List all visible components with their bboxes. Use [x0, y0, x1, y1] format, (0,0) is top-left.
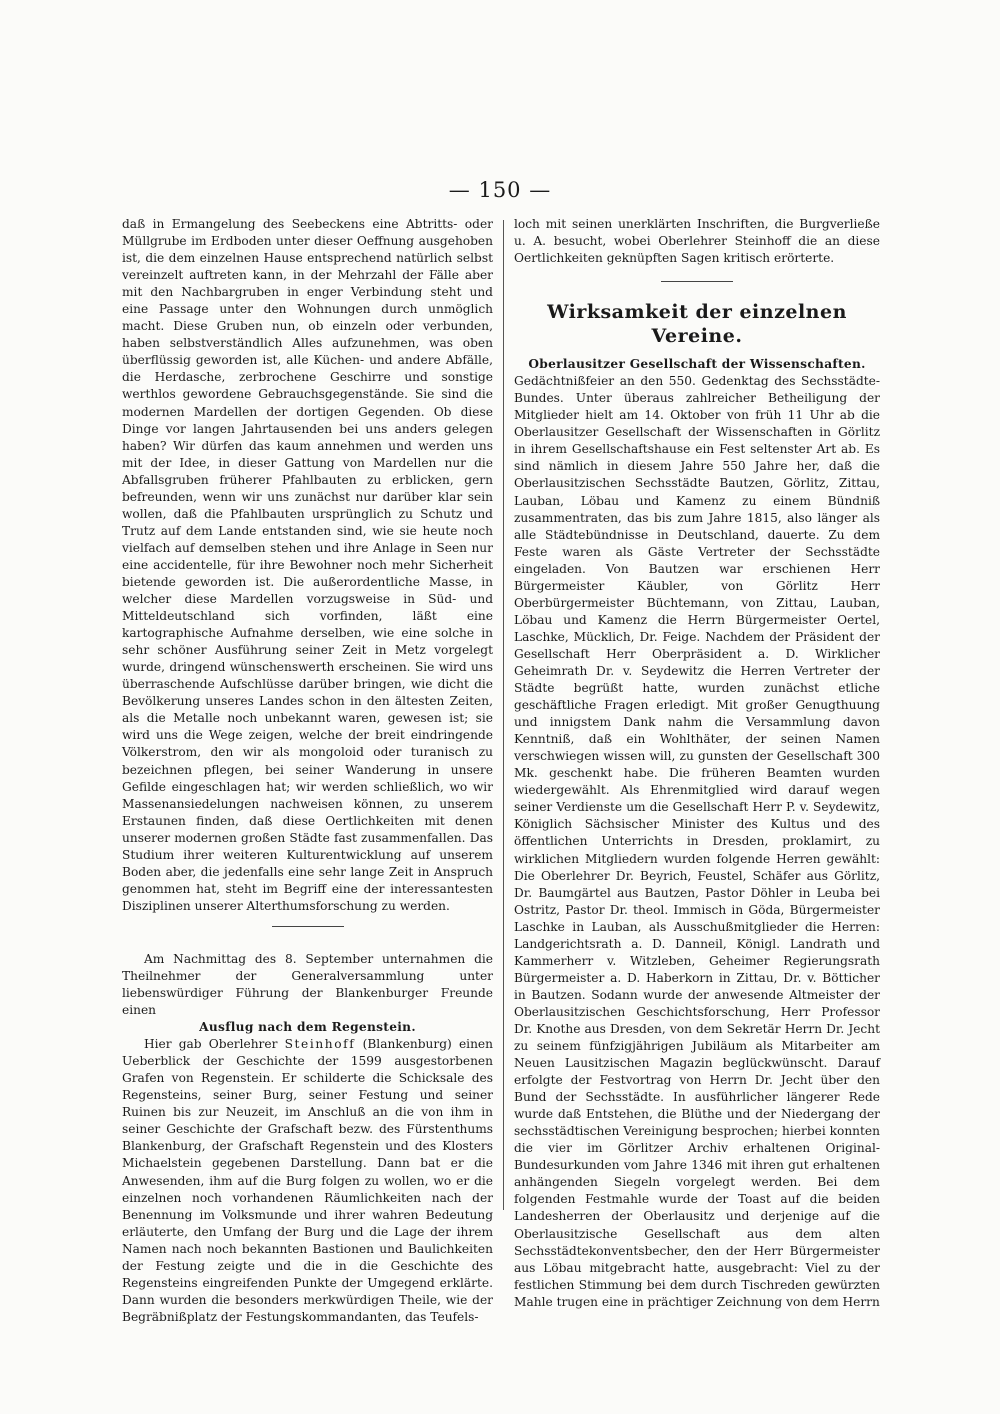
- section-title: Wirksamkeit der einzelnen Vereine.: [547, 301, 847, 348]
- section-divider: [661, 281, 733, 282]
- right-column: [514, 216, 880, 1311]
- left-paragraph-regenstein: [122, 1036, 493, 1326]
- text-run: (Blankenburg) einen Ueberblick der Geschichte der 1599 ausgestorbenen Grafen von Regenstein. Er schilderte die Schicksale des Regensteins, seiner Burg, seiner Festung und seiner Ruinen bis zur Neuzeit, im Anschluß an die von ihm in seiner Geschichte der Grafschaft bezw. des Fürstenthums Blankenburg, der Grafschaft Regenstein und des Klosters Michaelstein gegebenen Darstellung. Dann bat er die Anwesenden, ihm auf die Burg folgen zu wollen, wo er die einzelnen noch vorhandenen Räumlichkeiten nach der Benennung im Volksmunde und ihrer wahren Bedeutung erläuterte, den Umfang der Burg und die Lage der ihrem Namen nach noch bekannten Bastionen und Baulichkeiten der Festung zeigte und die in die Geschichte des Regensteins eingreifenden Punkte der Umgegend erklärte. Dann wurden die besonders merkwürdigen Theile, wie der Begräbnißplatz der Festungskommandanten, das Teufels-: [122, 1037, 493, 1324]
- column-rule: [503, 220, 504, 1210]
- left-column: [122, 216, 493, 1326]
- society-heading: Oberlausitzer Gesellschaft der Wissenschaften.: [528, 357, 866, 372]
- left-paragraph-excursion-intro: Am Nachmittag des 8. September unternahmen die Theilnehmer der Generalversammlung unter liebenswürdiger Führung der Blankenburger Freunde einen: [122, 951, 493, 1018]
- right-paragraph-sechsstaedte: Gedächtnißfeier an den 550. Gedenktag des Sechsstädte-Bundes. Unter überaus zahlreicher Betheiligung der Mitglieder hielt am 14. Oktober von früh 11 Uhr ab die Oberlausitzer Gesellschaft der Wissenschaften in Görlitz in ihrem Gesellschaftshause ein Fest seltenster Art ab. Es sind nämlich in diesem Jahre 550 Jahre her, daß die Oberlausitzischen Sechsstädte Bautzen, Görlitz, Zittau, Lauban, Löbau und Kamenz zu einem Bündniß zusammentraten, das bis zum Jahre 1815, also länger als alle Städtebündnisse in Deutschland, dauerte. Zu dem Feste waren als Gäste Vertreter der Sechsstädte eingeladen. Von Bautzen war erschienen Herr Bürgermeister Käubler, von Görlitz Herr Oberbürgermeister Büchtemann, von Zittau, Lauban, Löbau und Kamenz die Herrn Bürgermeister Oertel, Laschke, Mücklich, Dr. Feige. Nachdem der Präsident der Gesellschaft Herr Oberpräsident a. D. Wirklicher Geheimrath Dr. v. Seydewitz die Herren Vertreter der Städte begrüßt hatte, wurden zunächst etliche geschäftliche Fragen erledigt. Mit großer Genugthuung und innigstem Dank nahm die Versammlung davon Kenntniß, daß ein Wohlthäter, der seinen Namen verschwiegen wissen will, zu gunsten der Gesellschaft 300 Mk. geschenkt habe. Die früheren Beamten wurden wiedergewählt. Als Ehrenmitglied wird darauf wegen seiner Verdienste um die Gesellschaft Herr P. v. Seydewitz, Königlich Sächsischer Minister des Kultus und des öffentlichen Unterrichts in Dresden, proklamirt, zu wirklichen Mitgliedern wurden folgende Herren gewählt: Die Oberlehrer Dr. Beyrich, Feustel, Schäfer aus Görlitz, Dr. Baumgärtel aus Bautzen, Pastor Döhler in Leuba bei Ostritz, Pastor Dr. theol. Immisch in Göda, Bürgermeister Laschke in Lauban, als Ausschußmitglieder die Herren: Landgerichtsrath a. D. Danneil, Königl. Landrath und Kammerherr v. Witzleben, Geheimer Regierungsrath Bürgermeister a. D. Haberkorn in Zittau, Dr. v. Bötticher in Bautzen. Sodann wurde der anwesende Altmeister der Oberlausitzischen Geschichtsforschung, Herr Professor Dr. Knothe aus Dresden, von dem Sekretär Herrn Dr. Jecht zu seinem fünfzigjährigen Jubiläum als Mitarbeiter am Neuen Lausitzischen Magazin beglückwünscht. Darauf erfolgte der Festvortrag von Herrn Dr. Jecht über den Bund der Sechsstädte. In ausführlicher längerer Rede wurde daß Entstehen, die Blüthe und der Niedergang der sechsstädtischen Vereinigung besprochen; hierbei konnten die vier im Görlitzer Archiv erhaltenen Original-Bundesurkunden vom Jahre 1346 mit ihren gut erhaltenen anhängenden Siegeln vorgelegt werden. Bei dem folgenden Festmahle wurde der Toast auf die beiden Landesherren der Oberlausitz und derjenige auf die Oberlausitzische Gesellschaft aus dem alten Sechsstädtekonventsbecher, den der Herr Bürgermeister aus Löbau mitgebracht hatte, ausgebracht: Viel zu der festlichen Stimmung bei dem durch Tischreden gewürzten Mahle trugen eine in prächtiger Zeichnung von dem Herrn: [514, 374, 880, 1309]
- excursion-heading: Ausflug nach dem Regenstein.: [199, 1020, 416, 1035]
- section-divider: [272, 926, 344, 927]
- left-paragraph-mardellen: daß in Ermangelung des Seebeckens eine Abtritts- oder Müllgrube im Erdboden unter dieser Oeffnung ausgehoben ist, die dem einzelnen Hause entsprechend natürlich selbst vereinzelt auftreten kann, in der Mehrzahl der Fälle aber mit den Nachbargruben in enger Verbindung steht und eine Passage unter den Wohnungen durch unmöglich macht. Diese Gruben nun, ob einzeln oder verbunden, haben selbstverständlich Alles aufzunehmen, was oben überflüssig geworden ist, alle Küchen- und andere Abfälle, die Herdasche, zerbrochene Geschirre und sonstige werthlos gewordene Gebrauchsgegenstände. Sie sind die modernen Mardellen der dortigen Gegenden. Ob diese Dinge vor langen Jahrtausenden bei uns anders gelegen haben? Wir dürfen das kaum annehmen und werden uns mit der Idee, in dieser Gattung von Mardellen nur die Abfallsgruben früherer Pfahlbauten zu erblicken, gern befreunden, wenn wir uns zunächst nur darüber klar sein wollen, daß die Pfahlbauten ursprünglich zu Schutz und Trutz auf dem Lande entstanden sind, wie sie heute noch vielfach auf demselben stehen und ihre Anlage in Seen nur eine accidentelle, für ihre Bewohner noch mehr Sicherheit bietende geworden ist. Die außerordentliche Masse, in welcher diese Mardellen vorzugsweise in Süd- und Mitteldeutschland sich vorfinden, läßt eine kartographische Aufnahme derselben, wie eine solche in sehr schöner Ausführung seiner Zeit in Metz vorgelegt wurde, dringend wünschenswerth erscheinen. Sie wird uns überraschende Aufschlüsse darüber bringen, wie dicht die Bevölkerung unseres Landes schon in den ältesten Zeiten, als die Metalle noch unbekannt waren, gewesen ist; sie wird uns die Wege zeigen, welche der breit eindringende Völkerstrom, den wir als mongoloid oder turanisch zu bezeichnen pflegen, bei seiner Wanderung in unsere Gefilde eingeschlagen hat; wir werden schließlich, wo wir Massenansiedelungen nachweisen können, zu unserem Erstaunen finden, daß diese Oertlichkeiten mit denen unserer modernen großen Städte fast zusammenfallen. Das Studium ihrer weiteren Kulturentwicklung auf unserem Boden aber, die jedenfalls eine sehr lange Zeit in Anspruch genommen hat, steht im Begriff eine der interessantesten Disziplinen unserer Alterthumsforschung zu werden.: [122, 217, 493, 913]
- person-name: Steinhoff: [284, 1037, 356, 1052]
- text-run: Hier gab Oberlehrer: [144, 1037, 285, 1052]
- page-number: — 150 —: [448, 178, 552, 202]
- right-paragraph-teufelsloch: loch mit seinen unerklärten Inschriften, die Burgverließe u. A. besucht, wobei Oberlehrer Steinhoff die an diese Oertlichkeiten geknüpften Sagen kritisch erörterte.: [514, 217, 880, 266]
